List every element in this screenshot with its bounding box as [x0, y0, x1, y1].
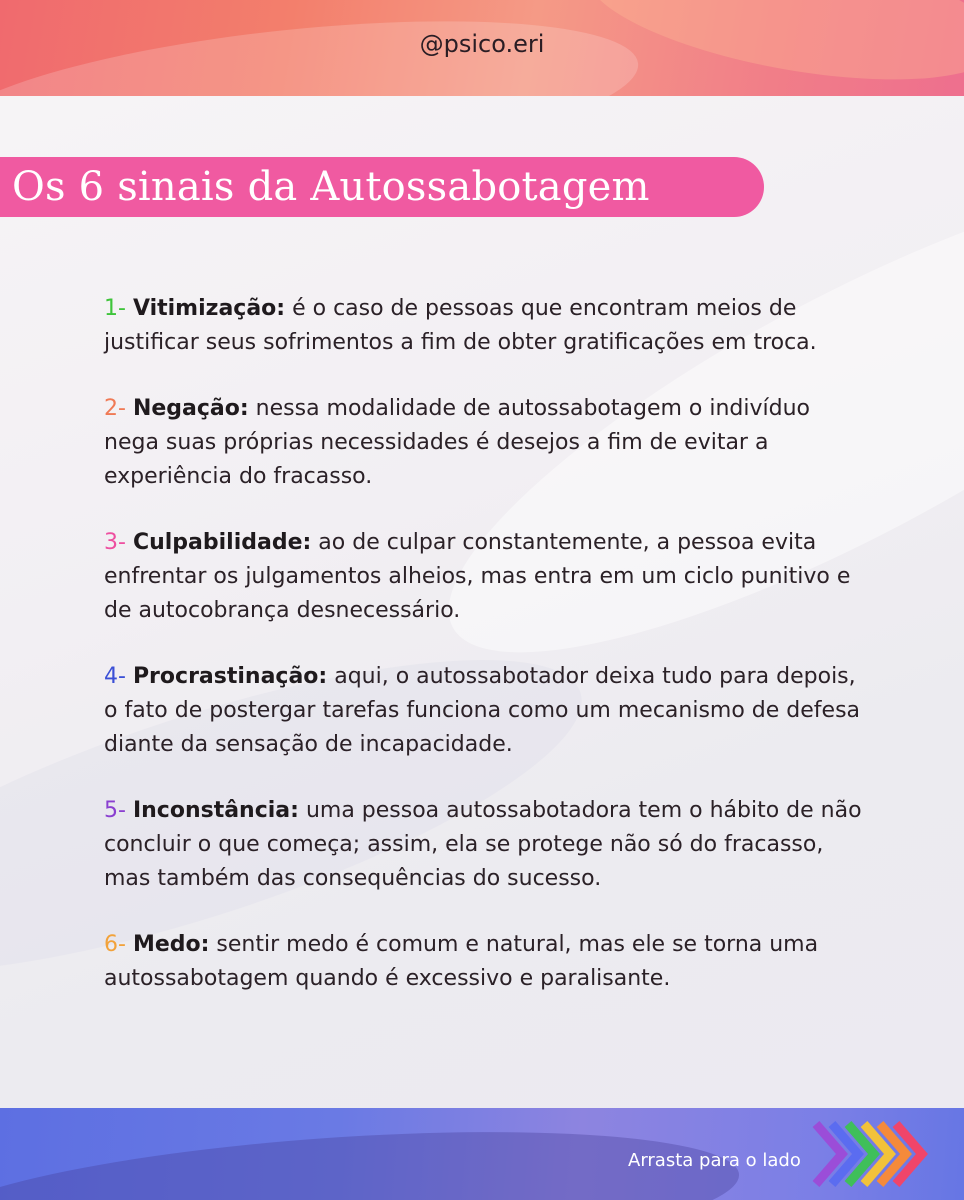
item-text: sentir medo é comum e natural, mas ele se torna uma autossabotagem quando é excessivo e paralisante. — [104, 932, 819, 991]
account-handle: @psico.eri — [419, 30, 545, 58]
item-number: 5- — [104, 798, 126, 823]
item-text: é o caso de pessoas que encontram meios de justificar seus sofrimentos a fim de obter gratificações em troca. — [104, 296, 817, 355]
swipe-hint: Arrasta para o lado — [628, 1150, 801, 1171]
item-term: Vitimização: — [132, 296, 286, 321]
item-number: 2- — [104, 396, 126, 421]
item-number: 3- — [104, 530, 126, 555]
item-term: Medo: — [132, 932, 210, 957]
list-item — [104, 392, 864, 494]
list-item — [104, 794, 864, 896]
item-term: Negação: — [132, 396, 249, 421]
title-banner — [0, 157, 764, 217]
item-text: uma pessoa autossabotadora tem o hábito de não concluir o que começa; assim, ela se protege não só do fracasso, mas também das consequências do sucesso. — [104, 798, 862, 891]
item-text: ao de culpar constantemente, a pessoa evita enfrentar os julgamentos alheios, mas entra em um ciclo punitivo e de autocobrança desnecessário. — [104, 530, 851, 623]
list-item — [104, 526, 864, 628]
item-number: 4- — [104, 664, 126, 689]
list-item — [104, 292, 864, 360]
item-number: 1- — [104, 296, 126, 321]
chevron-arrows-icon[interactable] — [810, 1118, 960, 1190]
page-title: Os 6 sinais da Autossabotagem — [12, 164, 650, 210]
item-term: Procrastinação: — [132, 664, 328, 689]
item-term: Culpabilidade: — [132, 530, 312, 555]
item-term: Inconstância: — [132, 798, 299, 823]
item-text: aqui, o autossabotador deixa tudo para depois, o fato de postergar tarefas funciona como um mecanismo de defesa diante da sensação de incapacidade. — [104, 664, 861, 757]
item-text: nessa modalidade de autossabotagem o indivíduo nega suas próprias necessidades é desejos a fim de evitar a experiência do fracasso. — [104, 396, 810, 489]
item-number: 6- — [104, 932, 126, 957]
list-item — [104, 928, 864, 996]
signs-list — [104, 292, 864, 1028]
list-item — [104, 660, 864, 762]
